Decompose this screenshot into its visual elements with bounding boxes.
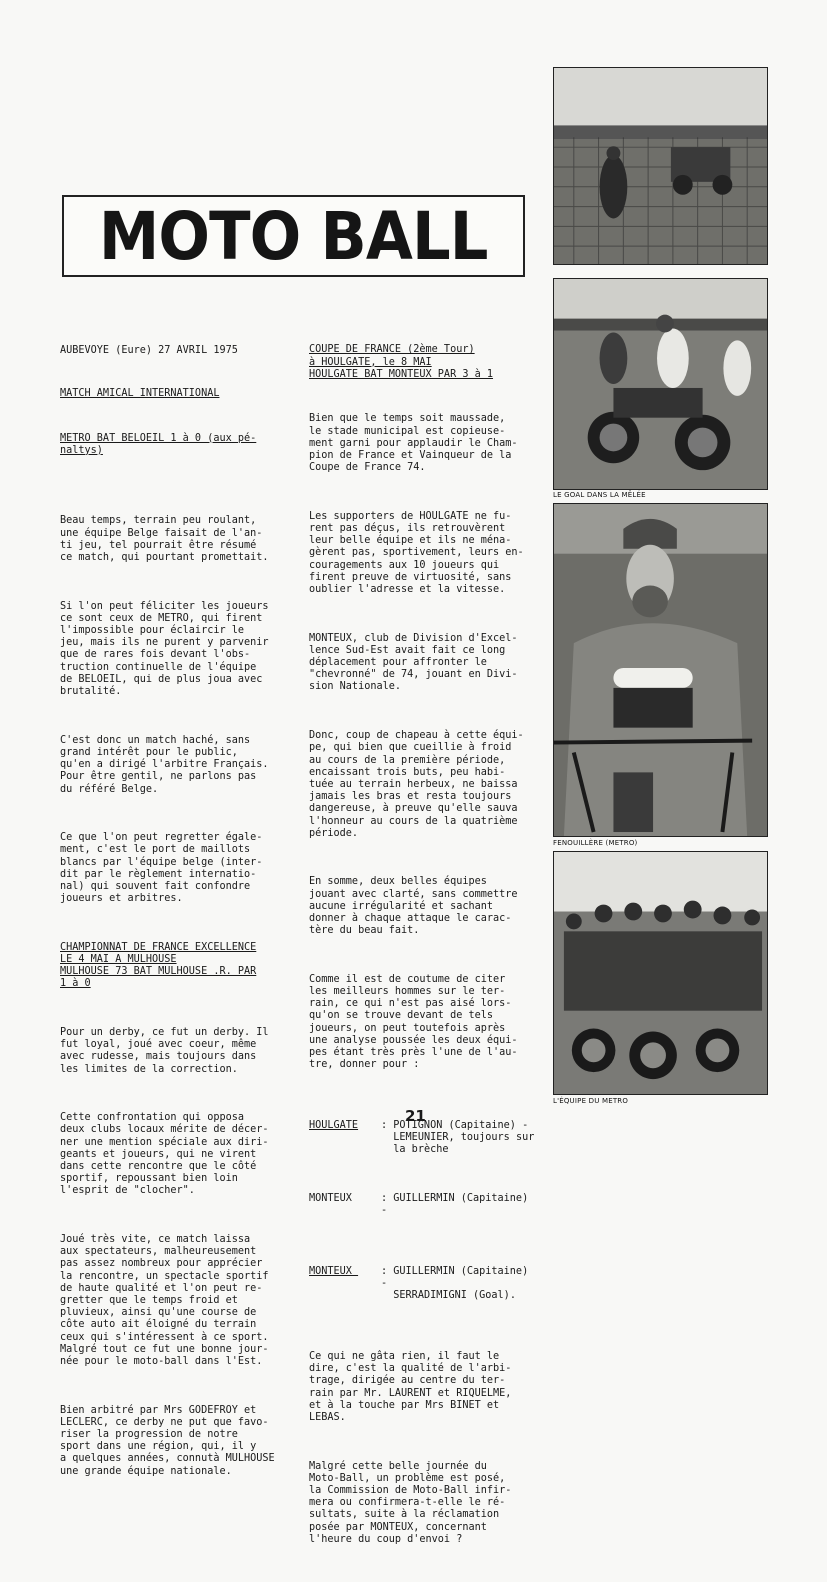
title-banner bbox=[62, 195, 525, 277]
player-names: : GUILLERMIN (Capitaine) - SERRADIMIGNI (Goal). bbox=[381, 1265, 529, 1302]
paragraph: Comme il est de coutume de citer les meilleurs hommes sur le ter- rain, ce qui n'est pas aisé lors- qu'on se trouve devant de tels joueurs, on peut toutefois après une analyse poussée les deux équi- pes étant très près l'une de l'au- tre, donner pour : bbox=[309, 973, 518, 1071]
page-number: 21 bbox=[405, 1107, 426, 1125]
caption-fenouillere: FENOUILLÈRE (METRO) bbox=[553, 839, 638, 847]
team-name: MONTEUX bbox=[309, 1193, 359, 1204]
photo-team-metro bbox=[553, 851, 768, 1095]
photo-fenouillere bbox=[553, 503, 768, 837]
paragraph: Bien arbitré par Mrs GODEFROY et LECLERC, ce derby ne put que favo- riser la progression de notre sport dans une région, qui, il y a quelques années, connutà MULHOUSE une grande équipe nationale. bbox=[60, 1404, 275, 1477]
team-name: HOULGATE bbox=[309, 1119, 359, 1131]
paragraph: Beau temps, terrain peu roulant, une équipe Belge faisait de l'an- ti jeu, tel pourrait être résumé ce match, qui pourtant promettait. bbox=[60, 515, 269, 564]
left-article-column bbox=[60, 321, 292, 1514]
paragraph: En somme, deux belles équipes jouant avec clarté, sans commettre aucune irrégularité et sachant donner à chaque attaque le carac- tère du beau fait. bbox=[309, 876, 518, 937]
paragraph: Joué très vite, ce match laissa aux spectateurs, malheureusement pas assez nombreux pour apprécier la rencontre, un spectacle sportif de haute qualité et l'on peut re- gretter que le temps froid et pluvieux, ainsi qu'une course de côte auto ait éloigné du terrain ceux qui s'intéressent à ce sport. Malgré tout ce fut une bonne jour- née pour le moto-ball dans l'Est. bbox=[60, 1234, 269, 1368]
photo-goal-field bbox=[553, 67, 768, 265]
paragraph: Pour un derby, ce fut un derby. Il fut loyal, joué avec coeur, même avec rudesse, mais toujours dans les limites de la correction. bbox=[60, 1026, 269, 1075]
paragraph: Donc, coup de chapeau à cette équi- pe, qui bien que cueillie à froid au cours de la première période, encaissant trois buts, peu habi- tuée au terrain herbeux, ne baissa jamais les bras et resta toujours dangereuse, à preuve qu'elle sauva l'honneur au cours de la quatrième période. bbox=[309, 730, 524, 839]
caption-goal-melee: LE GOAL DANS LA MÊLÉE bbox=[553, 491, 646, 499]
caption-team-metro: L'ÉQUIPE DU METRO bbox=[553, 1097, 629, 1105]
paragraph: Cette confrontation qui opposa deux clubs locaux mérite de décer- ner une mention spéciale aux diri- geants et joueurs, qui ne virent dans cette rencontre que le côté sportif, repoussant bien loin l'esprit de "clocher". bbox=[60, 1112, 269, 1197]
player-names: : POTIGNON (Capitaine) - LEMEUNIER, toujours sur la brèche bbox=[381, 1119, 535, 1156]
match-result: METRO BAT BELOEIL 1 à 0 (aux pé- naltys) bbox=[60, 432, 257, 456]
paragraph: Bien que le temps soit maussade, le stade municipal est copieuse- ment garni pour applaudir le Cham- pion de France et Vainqueur de la Coupe de France 74. bbox=[309, 413, 518, 474]
page-title: MOTO BALL bbox=[99, 197, 488, 275]
place-date: AUBEVOYE (Eure) 27 AVRIL 1975 bbox=[60, 345, 238, 357]
paragraph: Ce que l'on peut regretter égale- ment, c'est le port de maillots blancs par l'équipe belge (inter- dit par le règlement internatio- nal) qui souvent fait confondre joueurs et arbitres. bbox=[60, 832, 263, 905]
paragraph: C'est donc un match haché, sans grand intérêt pour le public, qu'en a dirigé l'arbitre Français. Pour être gentil, ne parlons pas du référé Belge. bbox=[60, 734, 269, 795]
best-players-line bbox=[309, 1193, 535, 1217]
team-name: MONTEUX bbox=[309, 1265, 359, 1277]
match-type: MATCH AMICAL INTERNATIONAL bbox=[60, 388, 220, 400]
paragraph: Les supporters de HOULGATE ne fu- rent pas déçus, ils retrouvèrent leur belle équipe et ils ne ména- gèrent pas, sportivement, leurs en- couragements aux 10 joueurs qui firent preuve de virtuosité, sans oublier l'adresse et la vitesse. bbox=[309, 510, 524, 596]
paragraph: Ce qui ne gâta rien, il faut le dire, c'est la qualité de l'arbi- trage, dirigée au centre du ter- rain par Mr. LAURENT et RIQUELME, et à la touche par Mrs BINET et LEBAS. bbox=[309, 1351, 512, 1424]
section-heading: CHAMPIONNAT DE FRANCE EXCELLENCE LE 4 MAI A MULHOUSE MULHOUSE 73 BAT MULHOUSE .R. PAR 1 à 0 bbox=[60, 941, 257, 990]
paragraph: Si l'on peut féliciter les joueurs ce sont ceux de METRO, qui firent l'impossible pour éclaircir le jeu, mais ils ne purent y parvenir que de rares fois devant l'obs- truction continuelle de l'équipe de BELOEIL, qui de plus joua avec brutalité. bbox=[60, 600, 269, 698]
player-names: : GUILLERMIN (Capitaine) - bbox=[381, 1193, 535, 1217]
photo-goal-melee bbox=[553, 278, 768, 490]
right-article-column bbox=[309, 320, 535, 1582]
paragraph: Malgré cette belle journée du Moto-Ball, un problème est posé, la Commission de Moto-Ball infir- mera ou confirmera-t-elle le ré- sultats, suite à la réclamation posée par MONTEUX, concernant l'heure du coup d'envoi ? bbox=[309, 1460, 512, 1545]
section-heading: COUPE DE FRANCE (2ème Tour) à HOULGATE, le 8 MAI HOULGATE BAT MONTEUX PAR 3 à 1 bbox=[309, 344, 494, 380]
best-players-line bbox=[309, 1120, 535, 1157]
paragraph: MONTEUX, club de Division d'Excel- lence Sud-Est avait fait ce long déplacement pour affronter le "chevronné" de 74, jouant en Divi- sion Nationale. bbox=[309, 632, 518, 693]
best-players-line bbox=[309, 1266, 535, 1303]
